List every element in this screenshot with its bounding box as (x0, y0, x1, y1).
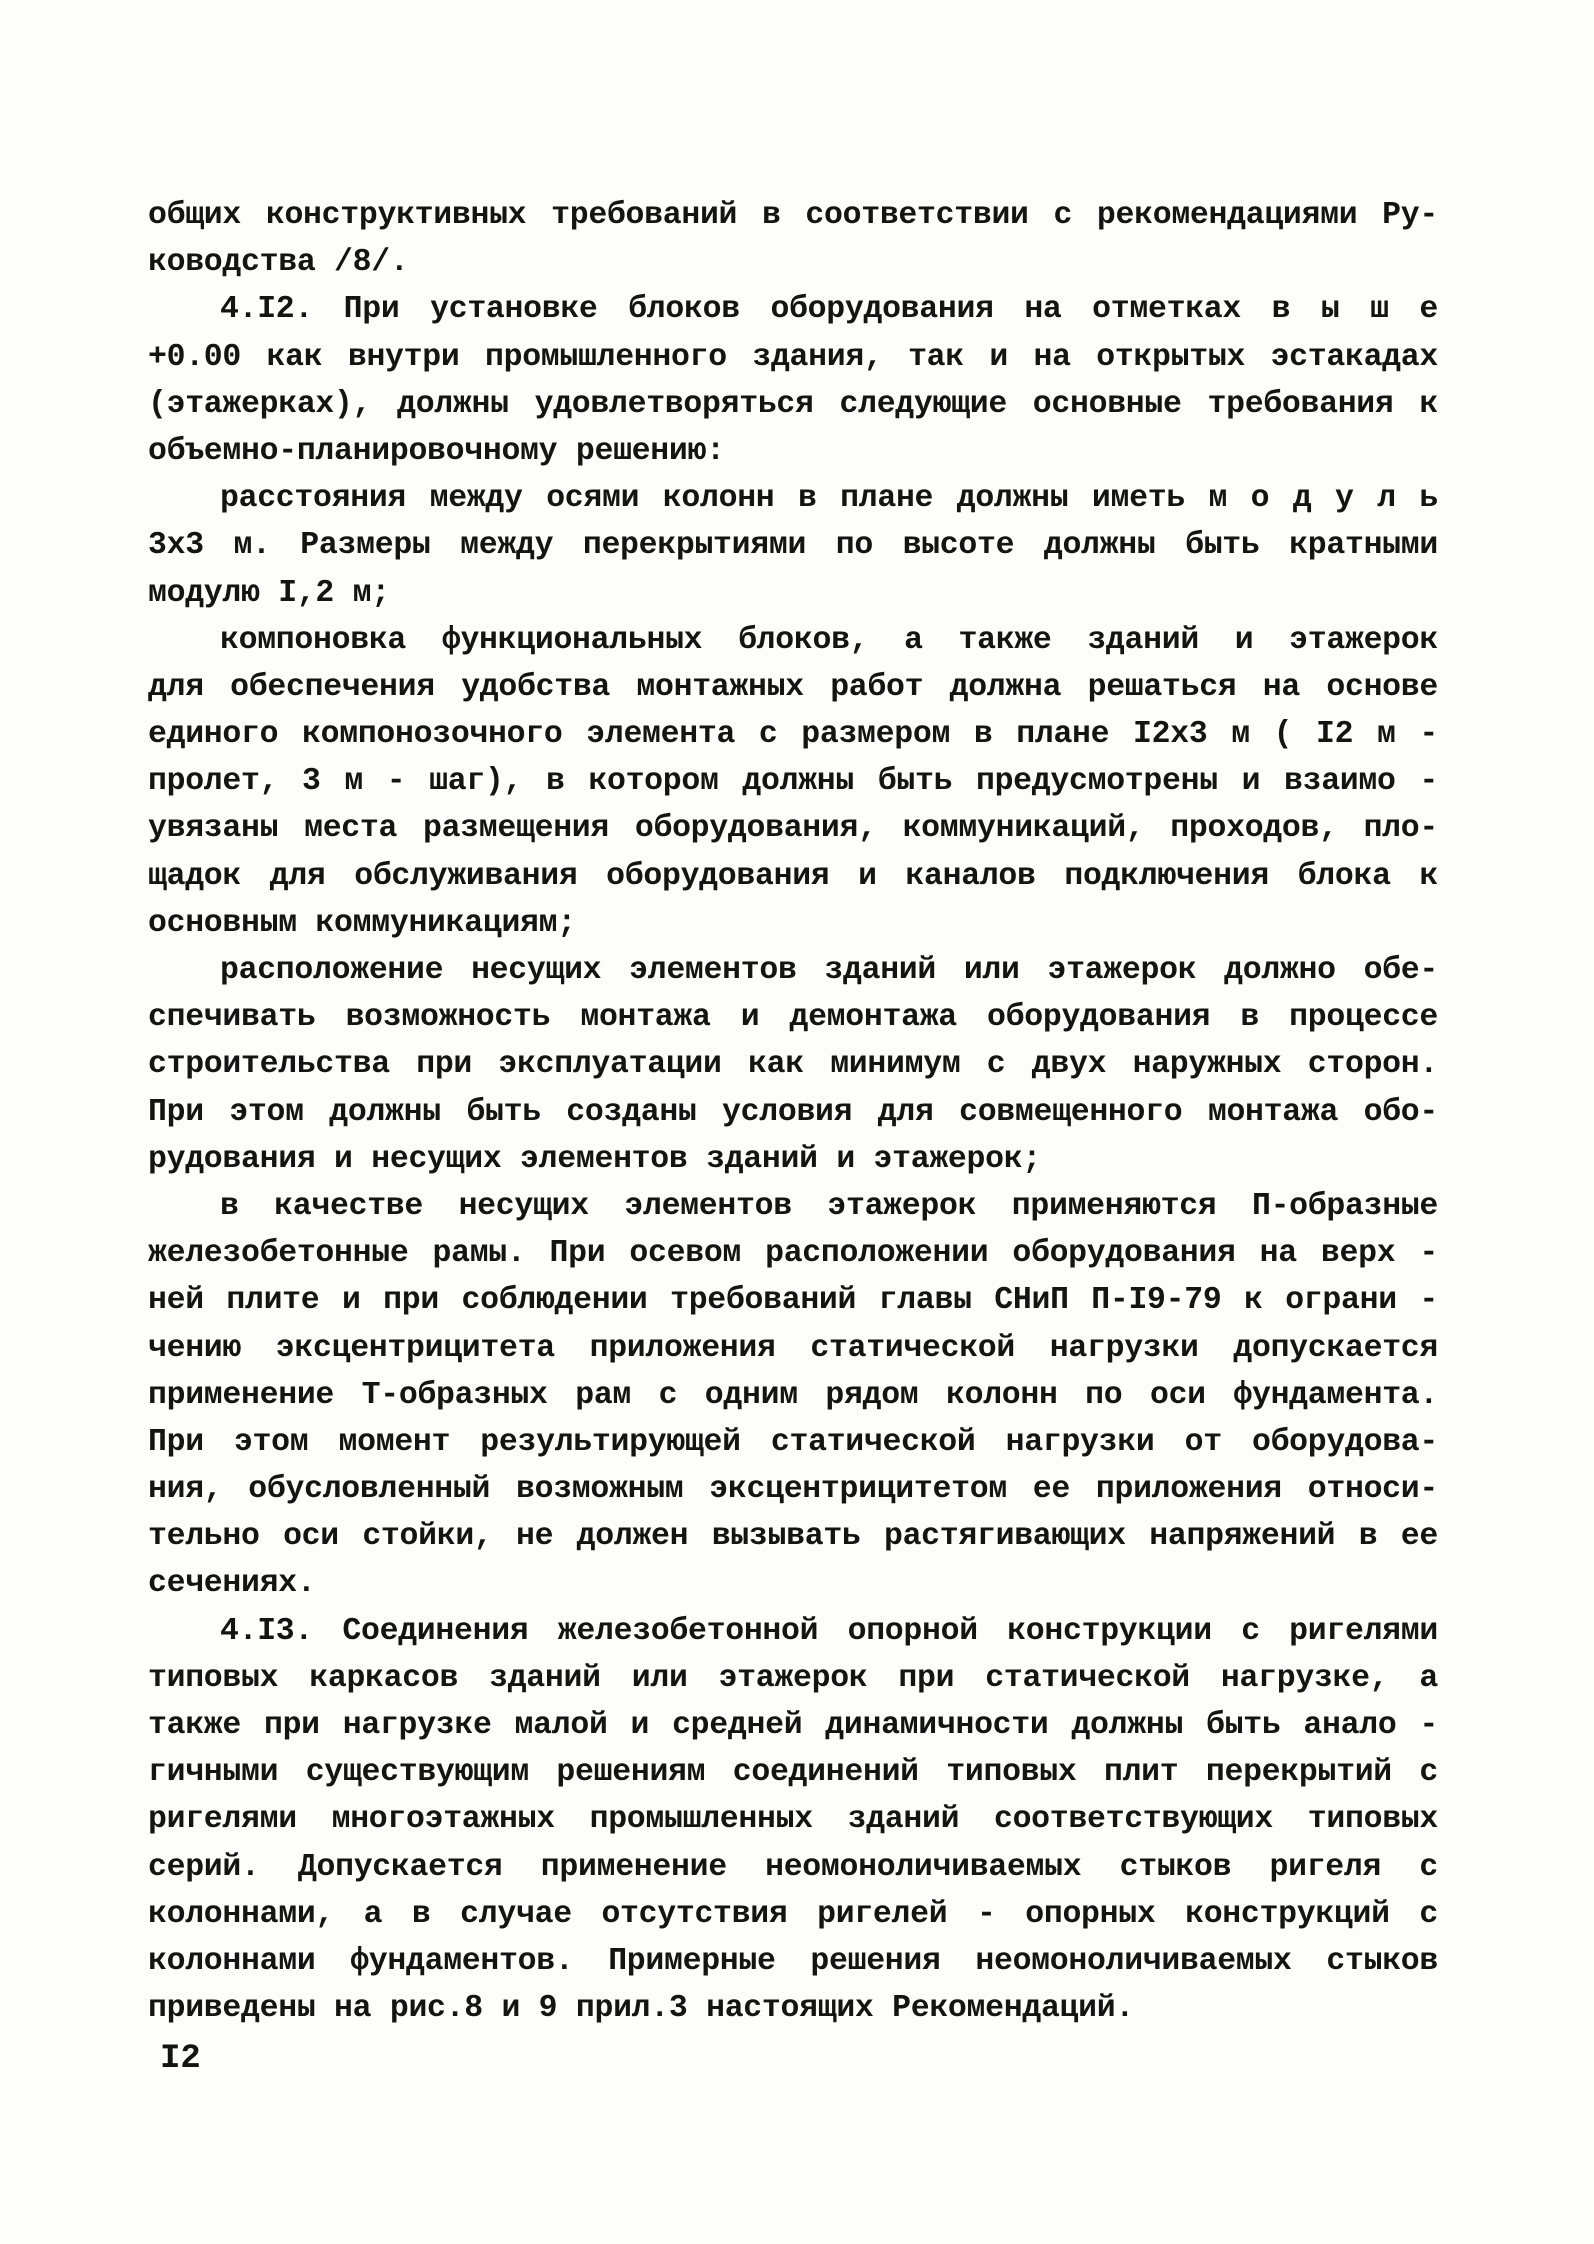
page-number: I2 (160, 2040, 201, 2078)
text-line: чению эксцентрицитета приложения статической нагрузки допускается (148, 1330, 1438, 1366)
text-line: в качестве несущих элементов этажерок применяются П-образные (220, 1188, 1438, 1224)
text-line: увязаны места размещения оборудования, коммуникаций, проходов, пло- (148, 811, 1438, 847)
text-line: компоновка функциональных блоков, а также зданий и этажерок (220, 622, 1438, 658)
text-line: гичными существующим решениям соединений типовых плит перекрытий с (148, 1755, 1438, 1791)
text-line: общих конструктивных требований в соответствии с рекомендациями Ру- (148, 198, 1438, 233)
text-line: (этажерках), должны удовлетворяться следующие основные требования к (148, 386, 1438, 422)
text-line: также при нагрузке малой и средней динамичности должны быть анало - (148, 1708, 1438, 1743)
text-line: тельно оси стойки, не должен вызывать растягивающих напряжений в ее (148, 1519, 1438, 1555)
body-text (148, 192, 1438, 2032)
text-line: типовых каркасов зданий или этажерок при статической нагрузке, а (148, 1660, 1438, 1696)
text-line: щадок для обслуживания оборудования и каналов подключения блока к (148, 858, 1438, 894)
text-line: серий. Допускается применение неомоноличиваемых стыков ригеля с (148, 1849, 1438, 1885)
text-line: колоннами, а в случае отсутствия ригелей - опорных конструкций с (148, 1896, 1438, 1932)
text-line: ководства /8/. (148, 245, 409, 281)
text-line: 3х3 м. Размеры между перекрытиями по высоте должны быть кратными (148, 528, 1438, 564)
text-line: основным коммуникациям; (148, 905, 576, 941)
text-line: модулю I,2 м; (148, 575, 390, 611)
text-line: При этом момент результирующей статической нагрузки от оборудова- (148, 1424, 1438, 1460)
text-line: расположение несущих элементов зданий или этажерок должно обе- (220, 953, 1438, 988)
text-line: расстояния между осями колонн в плане должны иметь м о д у л ь (220, 481, 1438, 517)
text-line: ригелями многоэтажных промышленных зданий соответствующих типовых (148, 1802, 1438, 1838)
text-line: для обеспечения удобства монтажных работ должна решаться на основе (148, 669, 1438, 705)
text-line: 4.I3. Соединения железобетонной опорной конструкции с ригелями (220, 1613, 1438, 1649)
text-line: ней плите и при соблюдении требований главы СНиП П-I9-79 к ограни - (148, 1283, 1438, 1319)
text-line: единого компонозочного элемента с размером в плане I2х3 м ( I2 м - (148, 717, 1438, 753)
text-line: пролет, 3 м - шаг), в котором должны быть предусмотрены и взаимо - (148, 764, 1438, 800)
text-line: ния, обусловленный возможным эксцентрицитетом ее приложения относи- (148, 1472, 1438, 1508)
text-line: рудования и несущих элементов зданий и этажерок; (148, 1141, 1041, 1177)
text-line: колоннами фундаментов. Примерные решения неомоноличиваемых стыков (148, 1943, 1438, 1979)
text-line: +0.00 как внутри промышленного здания, так и на открытых эстакадах (148, 339, 1438, 375)
text-line: При этом должны быть созданы условия для совмещенного монтажа обо- (148, 1094, 1438, 1130)
text-line: объемно-планировочному решению: (148, 433, 725, 469)
text-line: сечениях. (148, 1566, 316, 1602)
text-line: применение Т-образных рам с одним рядом колонн по оси фундамента. (148, 1377, 1438, 1413)
text-line: строительства при эксплуатации как минимум с двух наружных сторон. (148, 1047, 1438, 1083)
text-line: железобетонные рамы. При осевом расположении оборудования на верх - (148, 1236, 1438, 1272)
text-line: 4.I2. При установке блоков оборудования на отметках в ы ш е (220, 292, 1438, 328)
text-line: приведены на рис.8 и 9 прил.3 настоящих Рекомендаций. (148, 1991, 1134, 2027)
text-line: спечивать возможность монтажа и демонтажа оборудования в процессе (148, 1000, 1438, 1036)
